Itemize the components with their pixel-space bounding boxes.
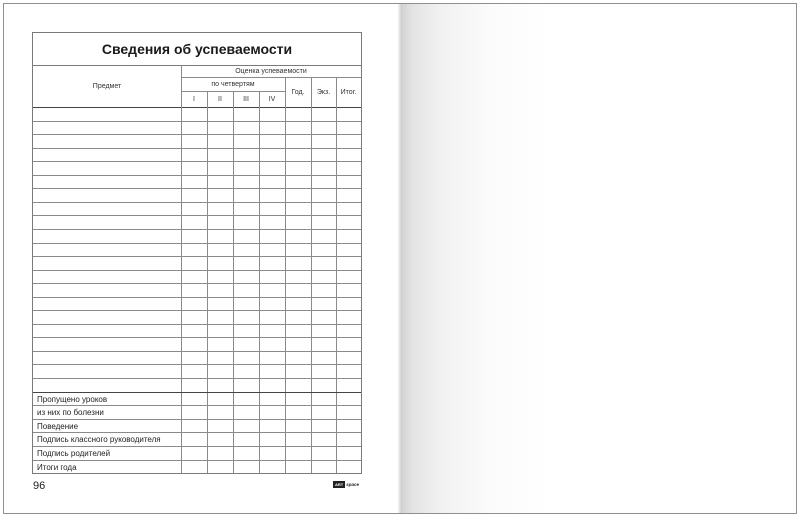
footer-row-label-3: Поведение (37, 421, 79, 431)
row-line-21 (33, 392, 361, 393)
row-line-8 (33, 215, 361, 216)
footer-row-label-6: Итоги года (37, 462, 77, 472)
footer-row-line-5 (33, 460, 361, 461)
row-line-19 (33, 364, 361, 365)
row-line-17 (33, 337, 361, 338)
quarter-header-1: I (193, 95, 195, 103)
row-line-6 (33, 188, 361, 189)
row-line-16 (33, 324, 361, 325)
exam-header: Экз. (316, 88, 331, 96)
footer-row-label-4: Подпись классного руководителя (37, 435, 161, 445)
year-header: Год. (291, 88, 305, 96)
col-line-6 (336, 77, 337, 473)
right-page (400, 4, 796, 513)
grades-header: Оценка успеваемости (235, 67, 307, 75)
row-line-11 (33, 256, 361, 257)
final-header: Итог. (340, 88, 357, 96)
footer-row-label-1: Пропущено уроков (37, 394, 108, 404)
page-number: 96 (33, 480, 46, 492)
quarter-header-3: III (243, 95, 249, 103)
row-line-20 (33, 378, 361, 379)
publisher-logo (333, 481, 359, 488)
row-line-12 (33, 270, 361, 271)
left-page (4, 4, 400, 513)
row-line-14 (33, 297, 361, 298)
logo-box: ART (335, 482, 344, 487)
row-line-18 (33, 351, 361, 352)
row-line-15 (33, 310, 361, 311)
row-line-1 (33, 121, 361, 122)
footer-row-label-2: из них по болезни (37, 408, 104, 418)
row-line-9 (33, 229, 361, 230)
col-line-4 (285, 77, 286, 473)
row-line-3 (33, 148, 361, 149)
row-line-7 (33, 202, 361, 203)
footer-row-line-3 (33, 432, 361, 433)
footer-row-line-4 (33, 446, 361, 447)
footer-row-line-1 (33, 405, 361, 406)
row-line-13 (33, 283, 361, 284)
book-spine (398, 4, 402, 513)
logo-text: space (346, 482, 359, 487)
row-line-2 (33, 134, 361, 135)
quarter-header-2: II (218, 95, 222, 103)
row-line-4 (33, 161, 361, 162)
quarter-header-4: IV (268, 95, 276, 103)
footer-row-label-5: Подпись родителей (37, 448, 111, 458)
row-line-5 (33, 175, 361, 176)
subject-header: Предмет (92, 82, 122, 90)
form-title: Сведения об успеваемости (33, 33, 361, 66)
book-spread (3, 3, 797, 514)
footer-row-line-2 (33, 419, 361, 420)
quarters-header: по четвертям (211, 80, 255, 88)
col-line-5 (311, 77, 312, 473)
grades-form (32, 32, 362, 474)
row-line-10 (33, 243, 361, 244)
